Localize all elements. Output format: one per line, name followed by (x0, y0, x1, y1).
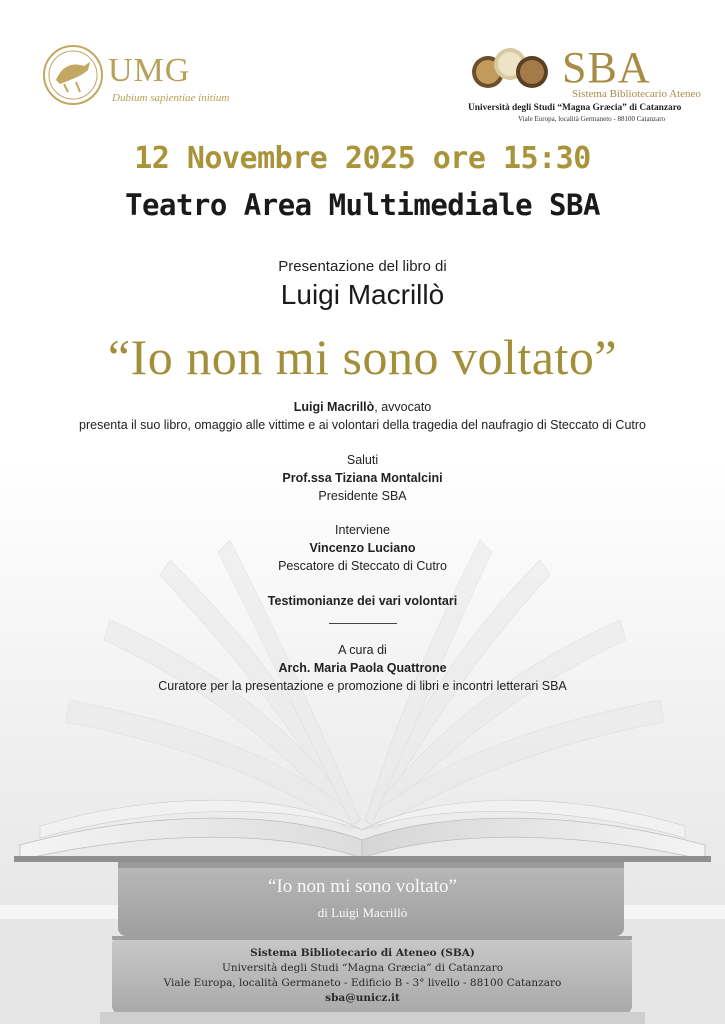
speaker-name: Vincenzo Luciano (309, 541, 416, 555)
footer-address: Viale Europa, località Germaneto - Edificio B - 3° livello - 88100 Catanzaro (163, 977, 562, 989)
coins-icon (470, 46, 556, 90)
event-venue: Teatro Area Multimediale SBA (125, 188, 600, 222)
speaker-label: Interviene (335, 523, 390, 537)
footer-university: Università degli Studi “Magna Græcia” di Catanzaro (221, 962, 504, 974)
greetings-label: Saluti (346, 453, 379, 467)
book-title: “Io non mi sono voltato” (107, 329, 618, 385)
testimonies-line: Testimonianze dei vari volontari (267, 594, 458, 608)
umg-logo (42, 44, 230, 114)
umg-seal-icon (42, 44, 104, 106)
author-line (0, 400, 725, 414)
curator-label: A cura di (338, 643, 387, 657)
divider (329, 623, 397, 624)
author-line-name: Luigi Macrillò (293, 400, 375, 414)
sba-wordmark: SBA (562, 43, 651, 92)
presentation-intro: Presentazione del libro di (278, 258, 447, 275)
curator-name: Arch. Maria Paola Quattrone (278, 661, 447, 675)
footer-email[interactable]: sba@unicz.it (325, 992, 400, 1004)
event-date-time: 12 Novembre 2025 ore 15:30 (134, 141, 591, 176)
description-line: presenta il suo libro, omaggio alle vittime e ai volontari della tragedia del naufragio di Steccato di Cutro (79, 418, 646, 432)
author-line-role: , avvocato (374, 400, 432, 414)
spine-title: “Io non mi sono voltato” (268, 876, 457, 897)
sba-address: Viale Europa, località Germaneto - 88100 Catanzaro (518, 115, 666, 123)
greetings-role: Presidente SBA (318, 489, 407, 503)
author-name: Luigi Macrillò (280, 279, 445, 310)
curator-role: Curatore per la presentazione e promozione di libri e incontri letterari SBA (158, 679, 567, 693)
umg-wordmark: UMG (108, 52, 191, 89)
sba-subtitle: Sistema Bibliotecario Ateneo (572, 88, 701, 100)
footer-org: Sistema Bibliotecario di Ateneo (SBA) (250, 947, 475, 959)
umg-motto: Dubium sapientiae initium (112, 92, 230, 104)
sba-logo (466, 40, 701, 130)
spine-byline: di Luigi Macrillò (317, 905, 408, 920)
greetings-name: Prof.ssa Tiziana Montalcini (282, 471, 443, 485)
sba-university: Università degli Studi “Magna Græcia” di Catanzaro (468, 103, 682, 113)
speaker-role: Pescatore di Steccato di Cutro (278, 559, 447, 573)
